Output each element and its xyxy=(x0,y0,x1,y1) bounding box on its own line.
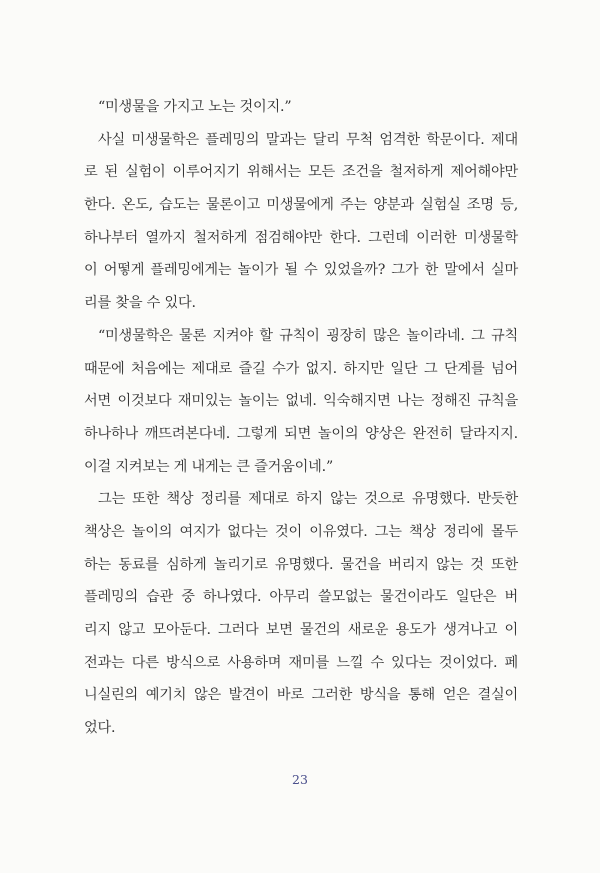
text-line: 서면 이것보다 재미있는 놀이는 없네. 익숙해지면 나는 정해진 규칙을 xyxy=(84,393,518,410)
paragraph-1 xyxy=(84,124,518,320)
text-line: 었다. xyxy=(84,720,116,737)
text-line: “미생물학은 물론 지켜야 할 규칙이 굉장히 많은 놀이라네. 그 규칙 xyxy=(98,327,518,344)
body-text xyxy=(84,91,518,745)
text-line: 이걸 지켜보는 게 내게는 큰 즐거움이네.” xyxy=(84,458,333,475)
text-line: 리지 않고 모아둔다. 그러다 보면 물건의 새로운 용도가 생겨나고 이 xyxy=(84,622,518,638)
text-line: 하는 동료를 심하게 놀리기로 유명했다. 물건을 버리지 않는 것 또한 xyxy=(84,556,518,573)
text-line: 리를 찾을 수 있다. xyxy=(84,295,196,312)
text-line: 이 어떻게 플레밍에게는 놀이가 될 수 있었을까? 그가 한 말에서 실마 xyxy=(84,262,518,279)
paragraph-quote-2 xyxy=(84,320,518,483)
text-line: 그는 또한 책상 정리를 제대로 하지 않는 것으로 유명했다. 반듯한 xyxy=(98,491,518,508)
text-line: 한다. 온도, 습도는 물론이고 미생물에게 주는 양분과 실험실 조명 등, xyxy=(84,197,518,214)
text-line: 전과는 다른 방식으로 사용하며 재미를 느낄 수 있다는 것이었다. 페 xyxy=(84,654,518,671)
text-line: 사실 미생물학은 플레밍의 말과는 달리 무척 엄격한 학문이다. 제대 xyxy=(98,131,518,148)
paragraph-quote-1 xyxy=(84,91,518,124)
paragraph-2 xyxy=(84,483,518,745)
page-number: 23 xyxy=(292,772,308,787)
text-line: 책상은 놀이의 여지가 없다는 것이 이유였다. 그는 책상 정리에 몰두 xyxy=(84,523,518,540)
text-line: 때문에 처음에는 제대로 즐길 수가 없지. 하지만 일단 그 단계를 넘어 xyxy=(84,360,518,377)
text-line: “미생물을 가지고 노는 것이지.” xyxy=(98,99,292,115)
text-line: 니실린의 예기치 않은 발견이 바로 그러한 방식을 통해 얻은 결실이 xyxy=(84,687,518,704)
text-line: 하나부터 열까지 철저하게 점검해야만 한다. 그런데 이러한 미생물학 xyxy=(84,229,518,246)
text-line: 하나하나 깨뜨려본다네. 그렇게 되면 놀이의 양상은 완전히 달라지지. xyxy=(84,425,518,442)
text-line: 로 된 실험이 이루어지기 위해서는 모든 조건을 철저하게 제어해야만 xyxy=(84,164,518,181)
text-line: 플레밍의 습관 중 하나였다. 아무리 쓸모없는 물건이라도 일단은 버 xyxy=(84,589,518,606)
